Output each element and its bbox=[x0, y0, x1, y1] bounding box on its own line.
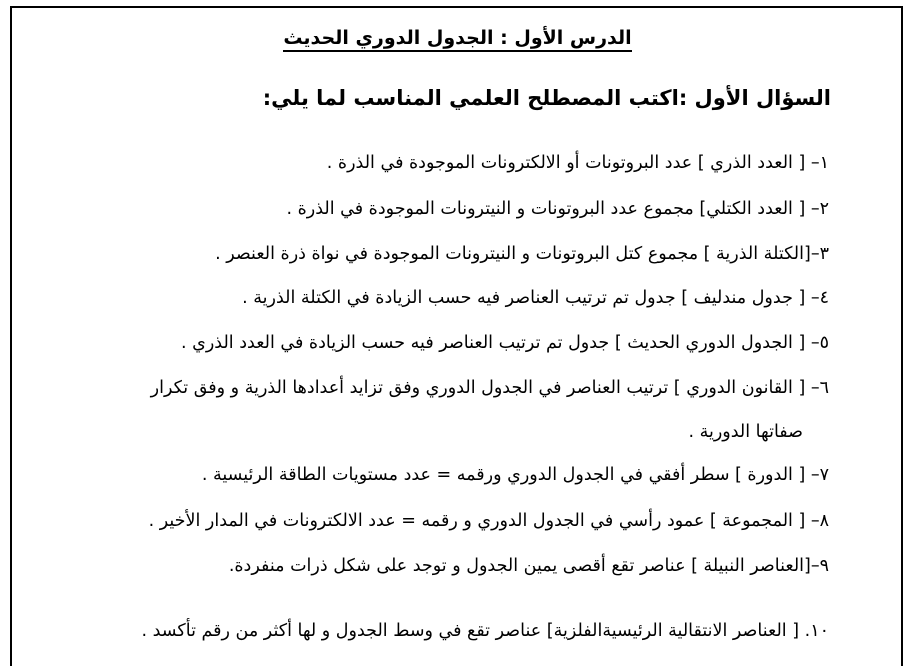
list-item-2: ٢– [ العدد الكتلي] مجموع عدد البروتونات و النيترونات الموجودة في الذرة . bbox=[286, 199, 829, 219]
list-item-6: ٦– [ القانون الدوري ] ترتيب العناصر في الجدول الدوري وفق تزايد أعدادها الذرية و وفق تكرار bbox=[150, 378, 829, 398]
list-item-9: ٩–[العناصر النبيلة ] عناصر تقع أقصى يمين الجدول و توجد على شكل ذرات منفردة. bbox=[228, 556, 829, 576]
list-item-1: ١– [ العدد الذري ] عدد البروتونات أو الالكترونات الموجودة في الذرة . bbox=[326, 153, 829, 173]
lesson-title-text: الدرس الأول : الجدول الدوري الحديث bbox=[283, 27, 631, 52]
list-item-3: ٣–[الكتلة الذرية ] مجموع كتل البروتونات و النيترونات الموجودة في نواة ذرة العنصر . bbox=[215, 244, 829, 264]
list-item-5: ٥– [ الجدول الدوري الحديث ] جدول تم ترتيب العناصر فيه حسب الزيادة في العدد الذري . bbox=[181, 333, 829, 353]
list-item-7: ٧– [ الدورة ] سطر أفقي في الجدول الدوري ورقمه = عدد مستويات الطاقة الرئيسية . bbox=[201, 465, 829, 485]
list-item-4: ٤– [ جدول مندليف ] جدول تم ترتيب العناصر فيه حسب الزيادة في الكتلة الذرية . bbox=[242, 288, 829, 308]
question-heading: السؤال الأول :اكتب المصطلح العلمي المناسب لما يلي: bbox=[262, 86, 831, 110]
list-item-10: ١٠. [ العناصر الانتقالية الرئيسيةالفلزية] عناصر تقع في وسط الجدول و لها أكثر من رقم تأكسد . bbox=[141, 621, 829, 641]
list-item-8: ٨– [ المجموعة ] عمود رأسي في الجدول الدوري و رقمه = عدد الالكترونات في المدار الأخير . bbox=[148, 511, 829, 531]
list-item-6-continued: صفاتها الدورية . bbox=[688, 422, 803, 442]
